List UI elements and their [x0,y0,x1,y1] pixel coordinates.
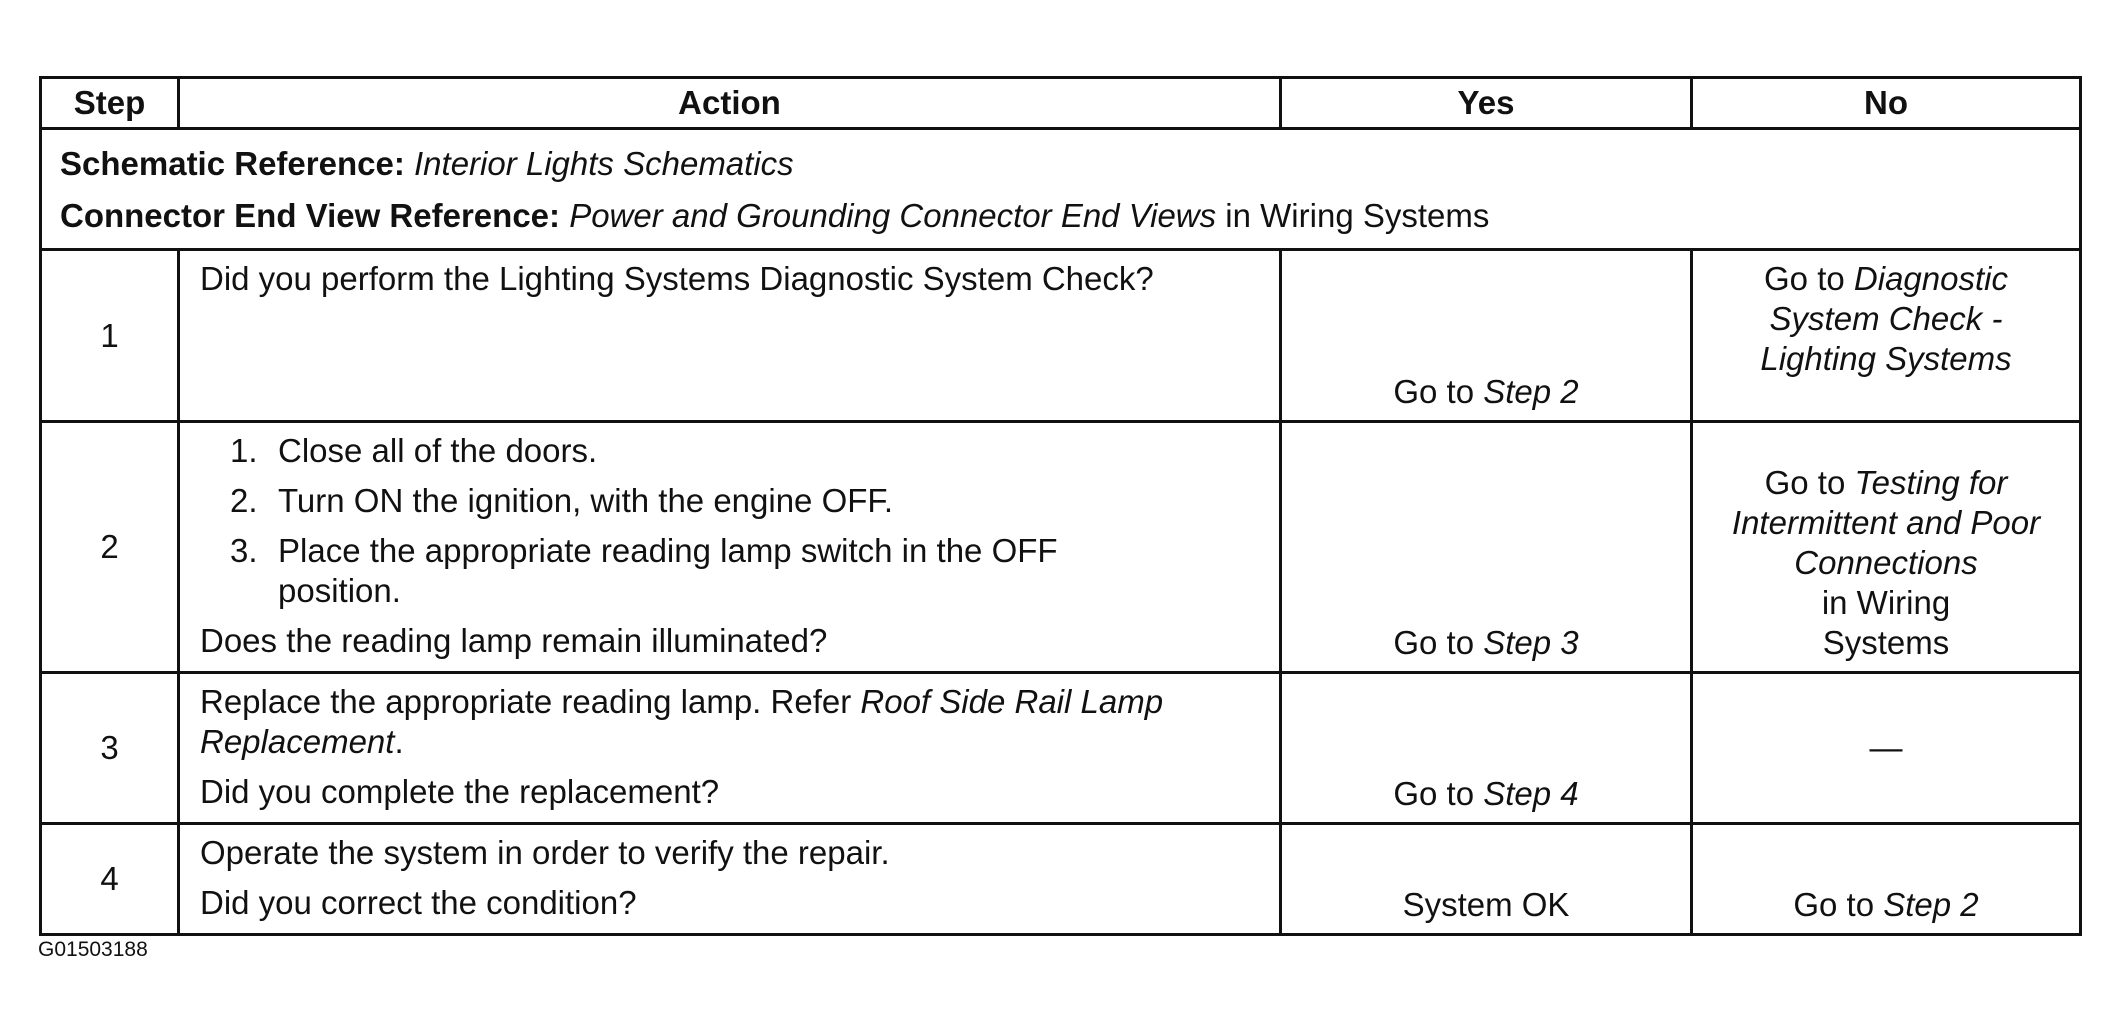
table-row [41,673,2081,824]
substep-text-line-1: Place the appropriate reading lamp switch in the OFF [278,532,1058,569]
no-prefix: Go to [1764,464,1855,501]
header-step: Step [41,78,179,129]
substep-list [200,431,1261,611]
yes-cell [1281,673,1692,824]
schematic-reference-label: Schematic Reference: [60,145,405,182]
no-link-first[interactable]: Testing for [1854,464,2008,501]
no-link-line-1[interactable]: Diagnostic [1853,260,2008,297]
no-step-link[interactable]: Step 2 [1883,886,1979,923]
action-question: Does the reading lamp remain illuminated? [200,622,828,659]
connector-reference-link[interactable]: Power and Grounding Connector End Views [569,197,1217,234]
yes-result: System OK [1402,886,1570,923]
no-suffix-line-2: Systems [1822,624,1950,661]
figure-id: G01503188 [38,938,148,961]
schematic-reference [60,138,2061,190]
diagnostic-table [39,76,2082,936]
table-row [41,422,2081,673]
no-cell [1692,673,2081,824]
substep-number: 1. [230,432,258,469]
action-cell [179,422,1281,673]
connector-reference-label: Connector End View Reference: [60,197,561,234]
header-yes: Yes [1281,78,1692,129]
step-number: 3 [41,673,179,824]
yes-prefix: Go to [1393,624,1484,661]
action-instruction: Operate the system in order to verify the repair. [200,834,890,871]
connector-reference-suffix: in Wiring Systems [1216,197,1490,234]
action-question: Did you perform the Lighting Systems Diagnostic System Check? [200,260,1154,297]
action-cell [179,824,1281,935]
step-number: 4 [41,824,179,935]
step-number: 1 [41,250,179,422]
substep-number: 2. [230,482,258,519]
substep-number: 3. [230,532,258,569]
no-link-line-1[interactable]: Intermittent and Poor [1731,504,2041,541]
yes-cell [1281,824,1692,935]
action-text-suffix: . [394,723,404,760]
header-action: Action [179,78,1281,129]
yes-cell [1281,250,1692,422]
action-question: Did you correct the condition? [200,884,637,921]
substep-text: Close all of the doors. [278,432,598,469]
no-suffix-line-1: in Wiring [1821,584,1951,621]
no-cell [1692,824,2081,935]
no-prefix: Go to [1793,886,1884,923]
no-link-line-2[interactable]: System Check - [1769,300,2003,337]
substep [230,481,1261,521]
reference-cell [41,129,2081,250]
no-cell [1692,250,2081,422]
yes-step-link[interactable]: Step 4 [1483,775,1579,812]
action-question: Did you complete the replacement? [200,773,720,810]
substep [230,431,1261,471]
step-number: 2 [41,422,179,673]
connector-reference [60,190,2061,242]
no-prefix: Go to [1764,260,1854,297]
header-no: No [1692,78,2081,129]
no-link-line-2[interactable]: Connections [1794,544,1978,581]
action-text: Replace the appropriate reading lamp. Refer [200,683,861,720]
substep-text-line-2: position. [278,572,401,609]
no-link-line-3[interactable]: Lighting Systems [1760,340,2012,377]
yes-step-link[interactable]: Step 3 [1483,624,1579,661]
reference-link-2[interactable]: Replacement [200,723,395,760]
no-dash: — [1869,729,1903,766]
action-cell [179,673,1281,824]
table-row [41,824,2081,935]
yes-prefix: Go to [1393,775,1484,812]
substep-text: Turn ON the ignition, with the engine OFF. [278,482,894,519]
header-row [41,78,2081,129]
no-cell [1692,422,2081,673]
yes-step-link[interactable]: Step 2 [1483,373,1579,410]
schematic-reference-link[interactable]: Interior Lights Schematics [414,145,794,182]
table-row [41,250,2081,422]
yes-prefix: Go to [1393,373,1484,410]
substep [230,531,1261,611]
yes-cell [1281,422,1692,673]
reference-link-1[interactable]: Roof Side Rail Lamp [860,683,1164,720]
reference-row [41,129,2081,250]
action-cell [179,250,1281,422]
